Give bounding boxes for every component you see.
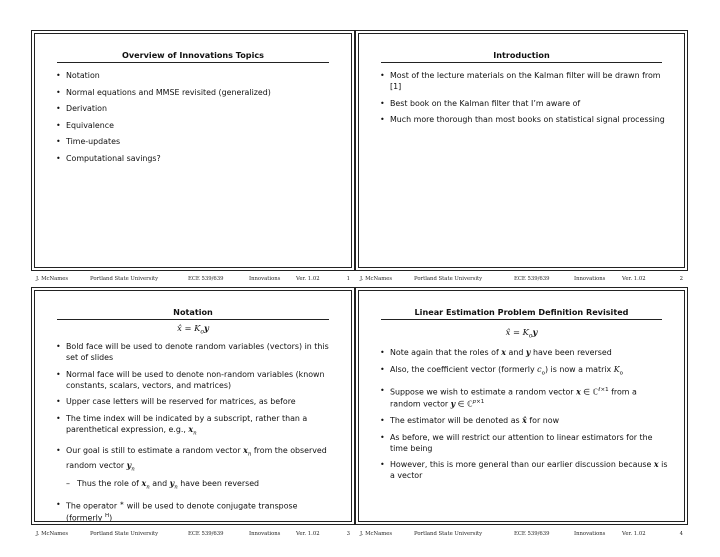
equation: x̂ = $K_oy$ — [177, 323, 209, 336]
list-item: • The operator ∗ will be used to denote conjugate transpose (formerly $^H$) — [53, 499, 335, 524]
footer-author: J. McNames — [36, 276, 69, 282]
list-item: • Normal face will be used to denote non-random variables (known constants, scalars, vectors, and matrices) — [53, 369, 335, 391]
footer-version: Ver. 1.02 — [622, 531, 646, 537]
bullet-list — [53, 70, 335, 169]
list-item: • The time index will be indicated by a subscript, rather than a parenthetical expression, e.g., $x_n$ — [53, 413, 335, 440]
footer-page-number: 2 — [679, 276, 683, 282]
footer-university: Portland State University — [414, 276, 483, 282]
footer-version: Ver. 1.02 — [622, 276, 646, 282]
footer-author: J. McNames — [360, 531, 393, 537]
slide-title: Linear Estimation Problem Definition Revisited — [414, 307, 629, 317]
list-item: • Also, the coefficient vector (formerly $c_o$) is now a matrix $K_o$ — [377, 364, 668, 380]
list-item: • However, this is more general than our earlier discussion because x is a vector — [377, 459, 668, 481]
list-item: • Computational savings? — [53, 153, 335, 164]
list-item: • Derivation — [53, 103, 335, 114]
slide-4 — [358, 290, 685, 522]
footer-topic: Innovations — [249, 531, 281, 537]
footer-topic: Innovations — [574, 276, 606, 282]
bullet-list — [377, 347, 668, 487]
slide-title: Notation — [173, 307, 213, 317]
footer-course: ECE 539/639 — [188, 531, 224, 537]
footer-university: Portland State University — [414, 531, 483, 537]
footer-university: Portland State University — [90, 531, 159, 537]
sub-list-item: – Thus the role of $x_n$ and $y_n$ have been reversed — [66, 478, 335, 494]
title-rule — [381, 62, 662, 63]
title-rule — [57, 319, 329, 320]
list-item: • Notation — [53, 70, 335, 81]
footer-university: Portland State University — [90, 276, 159, 282]
footer-topic: Innovations — [249, 276, 281, 282]
list-item: • Much more thorough than most books on statistical signal processing — [377, 114, 668, 125]
list-item: • Suppose we wish to estimate a random vector x ∈ ℂ$^{\ell\times 1}$ from a random vector y ∈ ℂ$^{p\times 1}$ — [377, 385, 668, 410]
list-item: • The estimator will be denoted as x̂ for now — [377, 415, 668, 426]
footer-course: ECE 539/639 — [188, 276, 224, 282]
slide-3 — [34, 290, 352, 522]
footer-version: Ver. 1.02 — [296, 276, 320, 282]
slide-title: Overview of Innovations Topics — [122, 50, 264, 60]
bullet-list — [53, 341, 335, 530]
footer-version: Ver. 1.02 — [296, 531, 320, 537]
footer-page-number: 1 — [346, 276, 350, 282]
bullet-list — [377, 70, 668, 131]
list-item: • Most of the lecture materials on the Kalman filter will be drawn from [1] — [377, 70, 668, 92]
title-rule — [57, 62, 329, 63]
list-item: • Bold face will be used to denote random variables (vectors) in this set of slides — [53, 341, 335, 363]
list-item: • Time-updates — [53, 136, 335, 147]
footer-author: J. McNames — [360, 276, 393, 282]
title-rule — [381, 319, 662, 320]
footer-author: J. McNames — [36, 531, 69, 537]
list-item: • As before, we will restrict our attention to linear estimators for the time being — [377, 432, 668, 454]
slide-2 — [358, 33, 685, 268]
list-item: • Equivalence — [53, 120, 335, 131]
footer-course: ECE 539/639 — [514, 276, 550, 282]
list-item: • Best book on the Kalman filter that I’m aware of — [377, 98, 668, 109]
footer-page-number: 4 — [679, 531, 683, 537]
list-item: • Note again that the roles of x and y have been reversed — [377, 347, 668, 358]
footer-page-number: 3 — [346, 531, 350, 537]
list-item: • Upper case letters will be reserved for matrices, as before — [53, 396, 335, 407]
slide-title: Introduction — [493, 50, 550, 60]
equation: x̂ = $K_oy$ — [505, 327, 538, 340]
footer-course: ECE 539/639 — [514, 531, 550, 537]
list-item: • Our goal is still to estimate a random vector $x_n$ from the observed random vector $y_n$ – Thus the role of $x_n$ and $y_n$ have been reversed — [53, 445, 335, 494]
footer-topic: Innovations — [574, 531, 606, 537]
slide-1 — [34, 33, 352, 268]
list-item: • Normal equations and MMSE revisited (generalized) — [53, 87, 335, 98]
